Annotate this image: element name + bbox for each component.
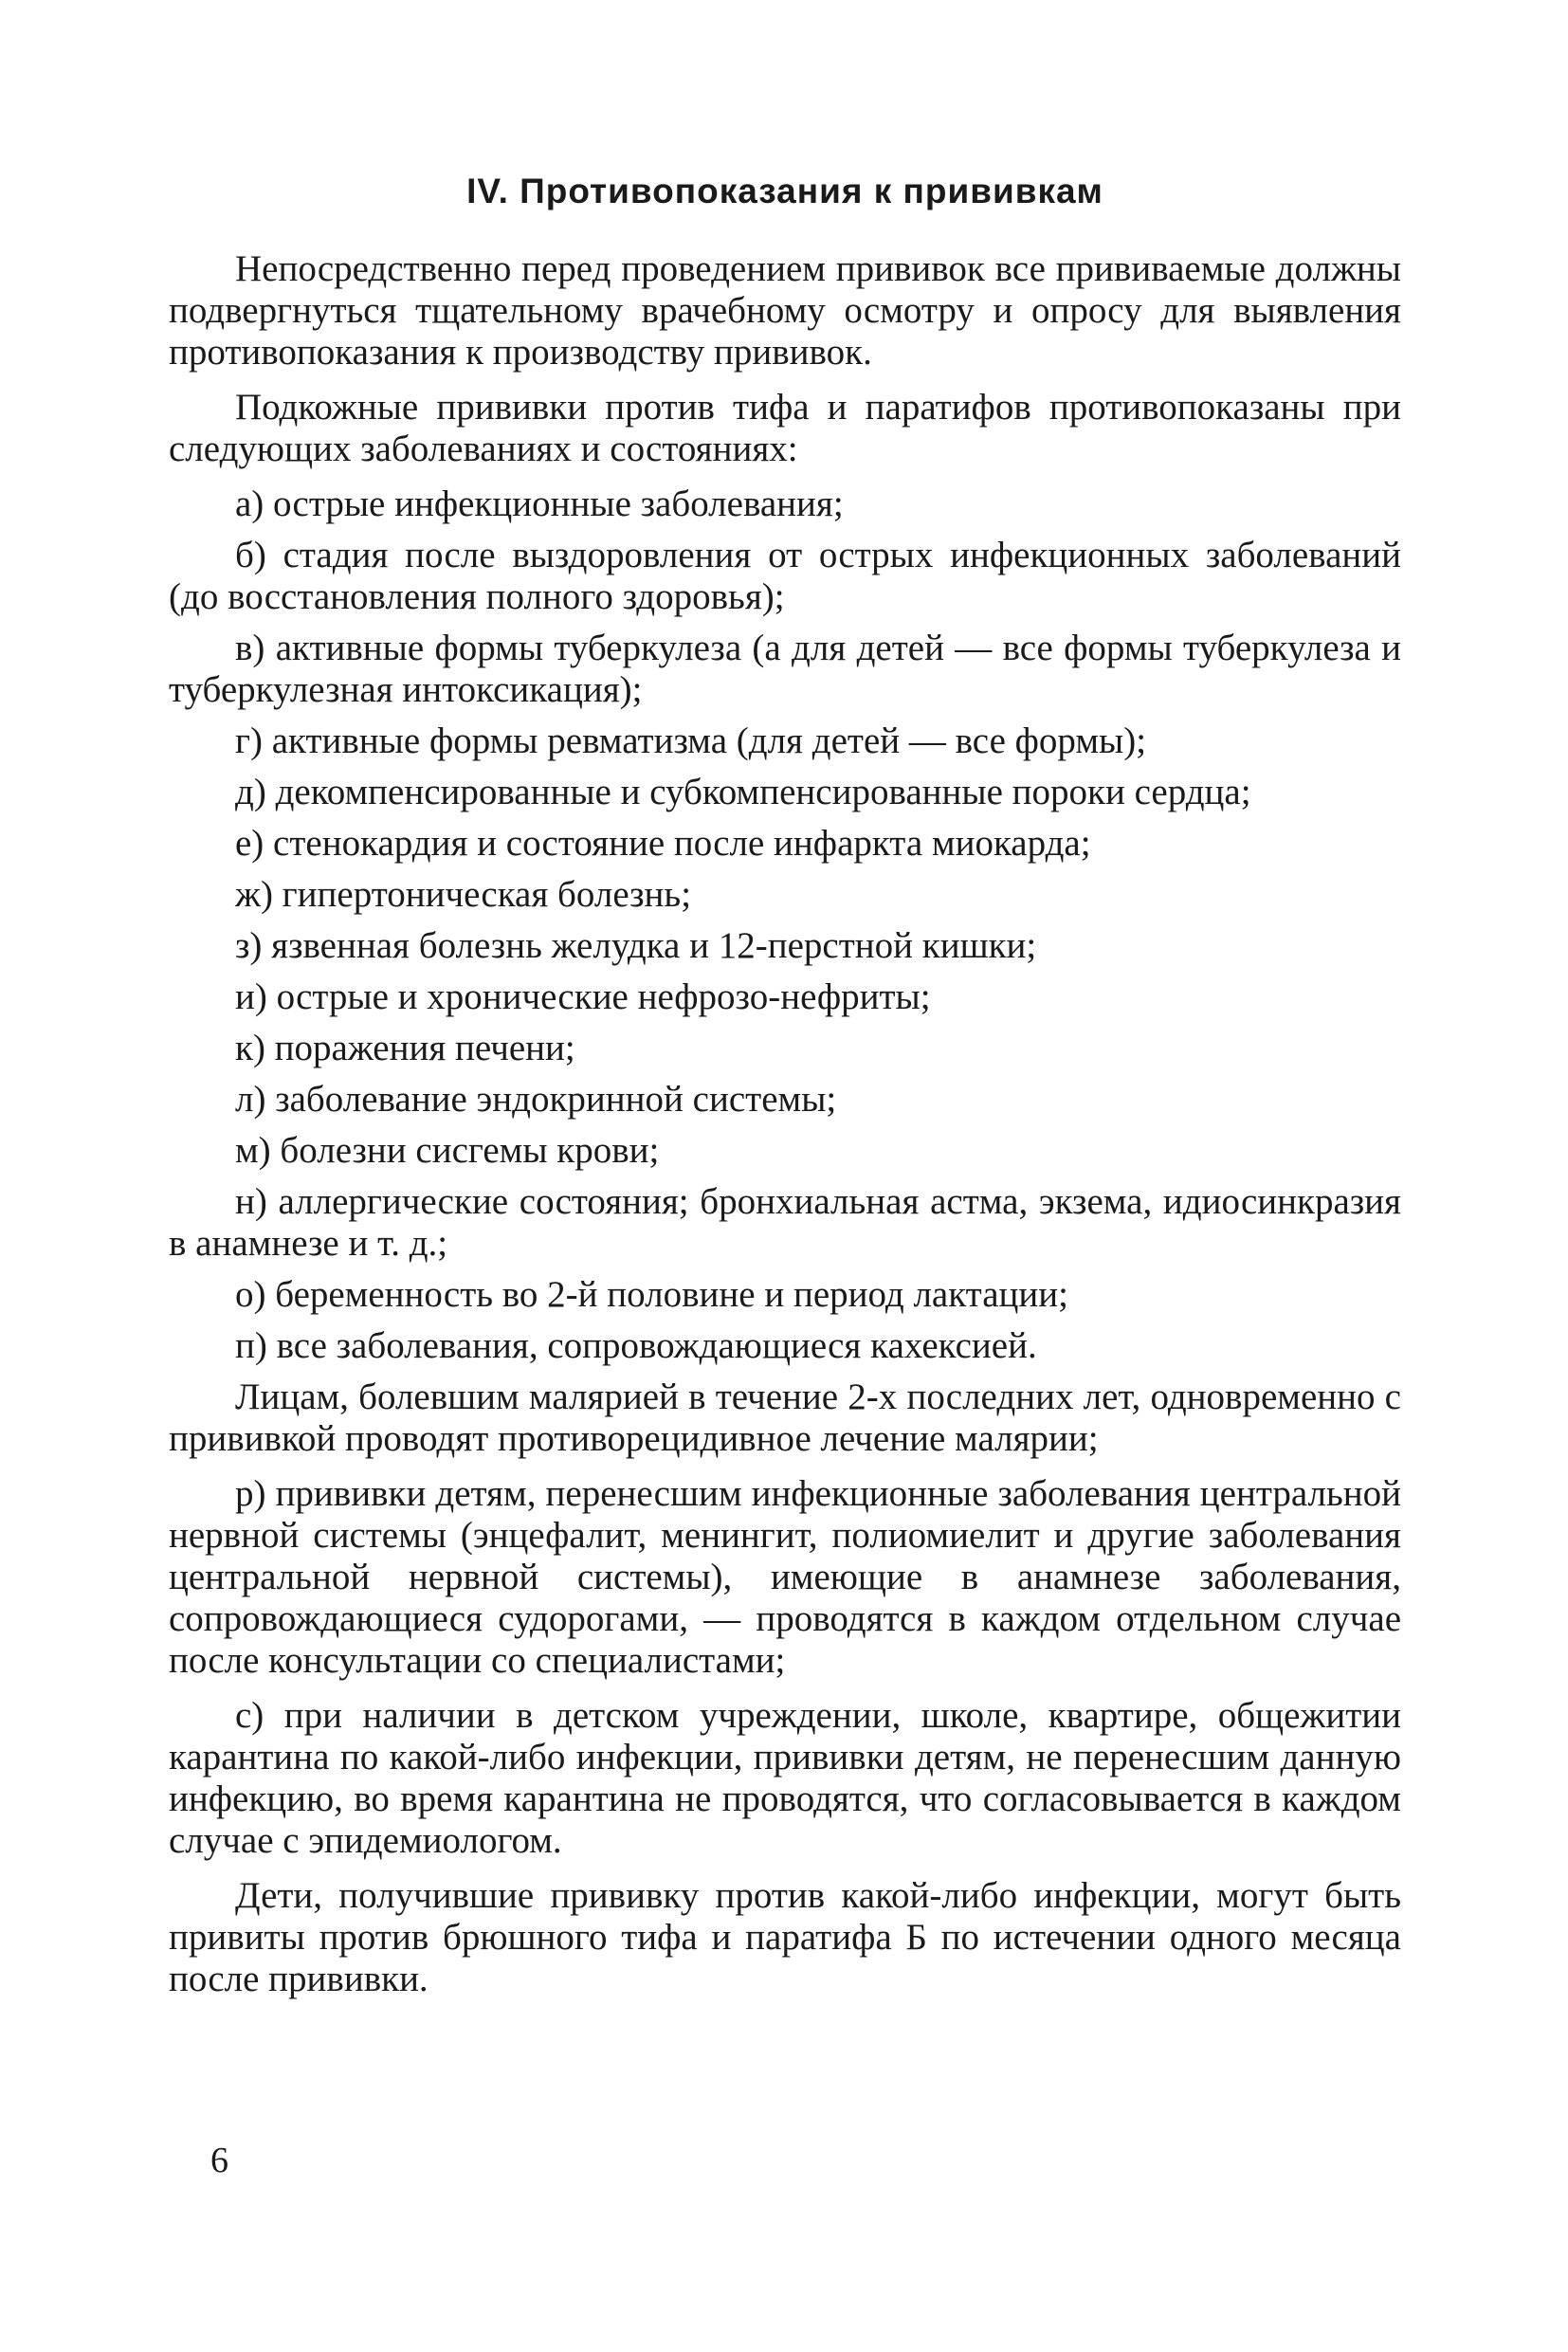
list-item-k: к) поражения печени; bbox=[235, 1028, 575, 1068]
list-item-d: д) декомпенсированные и субкомпенсированные пороки сердца; bbox=[235, 772, 1251, 812]
list-item-a: а) острые инфекционные заболевания; bbox=[235, 483, 844, 524]
list-item-o: о) беременность во 2-й половине и период лактации; bbox=[235, 1274, 1068, 1315]
list-item-g: г) активные формы ревматизма (для детей — все формы); bbox=[235, 720, 1147, 761]
list-item-b: б) стадия после выздоровления от острых инфекционных заболеваний (до восстановления полного здоровья); bbox=[169, 535, 1401, 617]
section-heading: IV. Противопоказания к прививкам bbox=[466, 172, 1103, 210]
list-item-p: п) все заболевания, сопровождающиеся кахексией. bbox=[235, 1325, 1037, 1366]
list-item-zh: ж) гипертоническая болезнь; bbox=[235, 874, 692, 915]
paragraph-contraindications-lead: Подкожные прививки против тифа и паратифов противопоказаны при следующих заболеваниях и состояниях: bbox=[169, 387, 1401, 469]
list-item-v: в) активные формы туберкулеза (а для детей — все формы туберкулеза и туберкулезная интоксикация); bbox=[169, 628, 1401, 710]
paragraph-intro: Непосредственно перед проведением прививок все прививаемые должны подвергнуться тщательному врачебному осмотру и опросу для выявления противопоказания к производству прививок. bbox=[169, 248, 1401, 373]
document-page bbox=[169, 171, 1401, 2285]
list-item-m: м) болезни сисгемы крови; bbox=[235, 1130, 660, 1171]
list-item-z: з) язвенная болезнь желудка и 12-перстной кишки; bbox=[235, 925, 1037, 966]
list-item-i: и) острые и хронические нефрозо-нефриты; bbox=[235, 976, 931, 1017]
list-item-s: с) при наличии в детском учреждении, школе, квартире, общежитии карантина по какой-либо инфекции, прививки детям, не перенесшим данную инфекцию, во время карантина не проводятся, что согласовывается в каждом случае с эпидемиологом. bbox=[169, 1695, 1401, 1861]
paragraph-malaria: Лицам, болевшим малярией в течение 2-х последних лет, одновременно с прививкой проводят противорецидивное лечение малярии; bbox=[169, 1377, 1401, 1459]
list-item-l: л) заболевание эндокринной системы; bbox=[235, 1079, 837, 1120]
list-item-e: е) стенокардия и состояние после инфаркта миокарда; bbox=[235, 823, 1091, 864]
list-item-r: р) прививки детям, перенесшим инфекционные заболевания центральной нервной системы (энцефалит, менингит, полиомиелит и другие заболевания центральной нервной системы), имеющие в анамнезе заболевания, сопровождающиеся судорогами, — проводятся в каждом отдельном случае после консультации со специалистами; bbox=[169, 1473, 1401, 1681]
page-number: 6 bbox=[210, 2141, 228, 2180]
paragraph-children-interval: Дети, получившие прививку против какой-либо инфекции, могут быть привиты против брюшного тифа и паратифа Б по истечении одного месяца после прививки. bbox=[169, 1875, 1401, 1999]
list-item-n: н) аллергические состояния; бронхиальная астма, экзема, идиосинкразия в анамнезе и т. д.; bbox=[169, 1181, 1401, 1264]
